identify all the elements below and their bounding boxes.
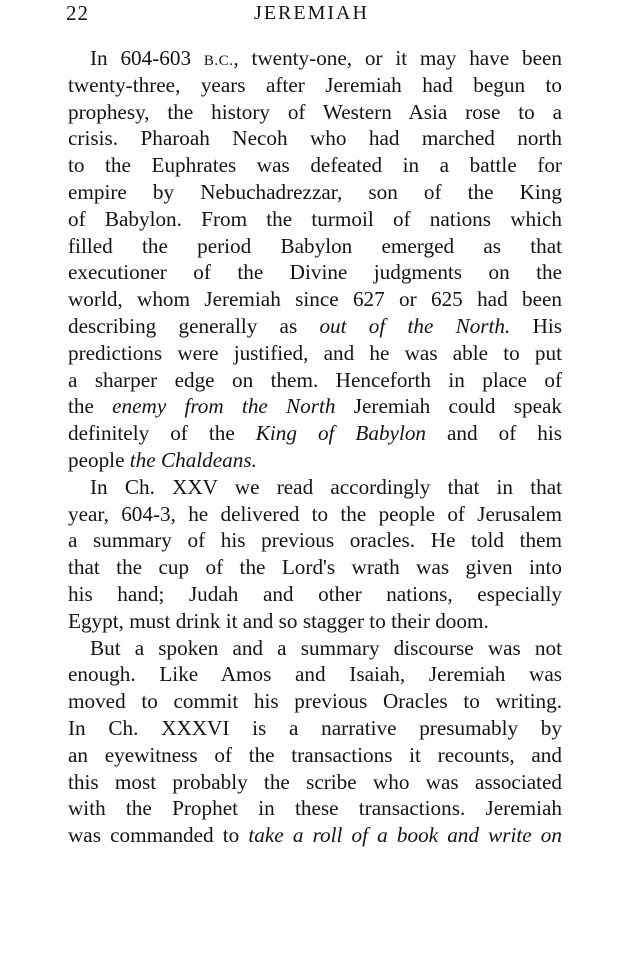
text-run: his hand; Judah and other nations, especially [68, 581, 562, 606]
text-run: definitely of the [68, 421, 256, 446]
text-line [68, 313, 562, 340]
text-run: prophesy, the history of Western Asia rose to a [68, 99, 562, 124]
text-run: crisis. Pharoah Necoh who had marched north [68, 126, 562, 151]
text-run: describing generally as [68, 313, 320, 338]
text-run: In 604-603 [90, 46, 204, 70]
text-line [68, 688, 562, 715]
text-line [68, 581, 562, 608]
page-number: 22 [66, 1, 89, 25]
text-run: Egypt, must drink it and so stagger to their doom. [68, 608, 489, 633]
text-line [68, 661, 562, 688]
text-line [68, 393, 562, 420]
text-line [68, 367, 562, 394]
text-line [68, 635, 562, 662]
text-run: an eyewitness of the transactions it recounts, and [68, 742, 562, 767]
text-run: In Ch. XXXVI is a narrative presumably by [68, 715, 562, 740]
text-line [68, 608, 562, 635]
text-run: enough. Like Amos and Isaiah, Jeremiah was [68, 662, 562, 687]
text-line [68, 527, 562, 554]
text-run: a summary of his previous oracles. He told them [68, 528, 562, 553]
text-line [68, 125, 562, 152]
running-title: JEREMIAH [254, 2, 369, 24]
italic-phrase: enemy from the North [112, 394, 336, 419]
italic-phrase: out of the North. [319, 313, 511, 338]
text-line [68, 233, 562, 260]
text-run: But a spoken and a summary discourse was not [90, 635, 562, 660]
text-line [68, 179, 562, 206]
text-run: people [68, 447, 130, 472]
text-line [68, 152, 562, 179]
text-run: predictions were justified, and he was able to put [68, 340, 562, 365]
text-run: In Ch. XXV we read accordingly that in that [90, 474, 562, 499]
text-run: that the cup of the Lord's wrath was given into [68, 555, 562, 580]
text-run: was commanded to [68, 823, 249, 848]
text-run: this most probably the scribe who was associated [68, 769, 562, 794]
text-run: His [510, 313, 562, 338]
italic-phrase: take a roll of a book and write on [248, 823, 562, 848]
text-run: moved to commit his previous Oracles to writing. [68, 689, 562, 714]
text-run: filled the period Babylon emerged as that [68, 233, 562, 258]
text-line [68, 447, 562, 474]
text-line [68, 45, 562, 72]
text-run: empire by Nebuchadrezzar, son of the King [68, 179, 562, 204]
text-line [68, 501, 562, 528]
text-line [68, 72, 562, 99]
small-caps-text: B.C. [203, 53, 234, 69]
text-line [68, 340, 562, 367]
text-run: Jeremiah could speak [335, 394, 562, 419]
text-run: world, whom Jeremiah since 627 or 625 had been [68, 287, 562, 312]
text-run: of Babylon. From the turmoil of nations which [68, 206, 562, 231]
text-line [68, 822, 562, 849]
text-line [68, 742, 562, 769]
text-line [68, 99, 562, 126]
text-line [68, 259, 562, 286]
text-line [68, 286, 562, 313]
text-line [68, 554, 562, 581]
text-line [68, 769, 562, 796]
text-line [68, 206, 562, 233]
text-run: year, 604-3, he delivered to the people of Jerusalem [68, 501, 562, 526]
text-line [68, 474, 562, 501]
italic-phrase: King of Babylon [255, 421, 427, 446]
body-text [68, 45, 562, 849]
text-run: , twenty-one, or it may have been [233, 46, 562, 70]
italic-phrase: the Chaldeans. [129, 447, 257, 472]
text-line [68, 420, 562, 447]
text-run: the [68, 394, 113, 419]
text-run: to the Euphrates was defeated in a battle for [68, 153, 562, 178]
text-run: and of his [426, 421, 562, 446]
text-line [68, 795, 562, 822]
text-run: with the Prophet in these transactions. Jeremiah [68, 796, 562, 821]
text-run: twenty-three, years after Jeremiah had begun to [68, 72, 562, 97]
text-run: executioner of the Divine judgments on the [68, 260, 562, 285]
text-run: a sharper edge on them. Henceforth in place of [68, 367, 562, 392]
text-line [68, 715, 562, 742]
running-head [0, 0, 623, 26]
